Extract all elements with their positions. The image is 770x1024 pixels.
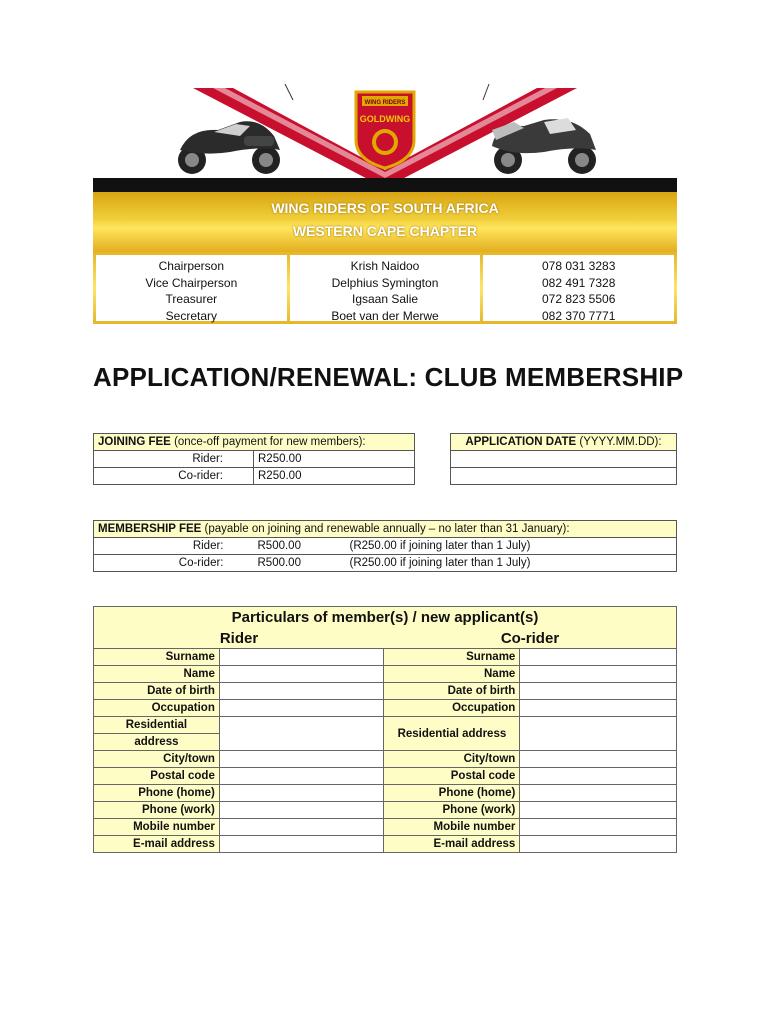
corider-phone-home-label: Phone (home)	[384, 785, 520, 802]
corider-surname-field[interactable]	[520, 649, 677, 666]
corider-name-label: Name	[384, 666, 520, 683]
role-chairperson: Chairperson	[158, 259, 225, 273]
rider-residential-label-2: address	[94, 734, 220, 751]
rider-mobile-label: Mobile number	[94, 819, 220, 836]
rider-name-label: Name	[94, 666, 220, 683]
svg-text:WING RIDERS: WING RIDERS	[364, 100, 406, 106]
corider-email-label: E-mail address	[384, 836, 520, 853]
corider-postal-label: Postal code	[384, 768, 520, 785]
phone-treasurer: 072 823 5506	[541, 292, 616, 306]
club-name-banner	[93, 192, 677, 252]
role-secretary: Secretary	[165, 308, 218, 323]
membership-corider-fee: R500.00	[254, 555, 346, 572]
rider-dob-label: Date of birth	[94, 683, 220, 700]
corider-phone-work-field[interactable]	[520, 802, 677, 819]
corider-residential-field[interactable]	[520, 717, 677, 751]
goldwing-club-logo	[352, 88, 418, 170]
membership-rider-label: Rider:	[94, 538, 254, 555]
corider-mobile-field[interactable]	[520, 819, 677, 836]
joining-rider-label: Rider:	[94, 451, 254, 468]
particulars-heading: Particulars of member(s) / new applicant(s)	[94, 607, 677, 629]
phone-secretary: 082 370 7771	[541, 308, 616, 323]
membership-rider-note: (R250.00 if joining later than 1 July)	[346, 538, 677, 555]
corider-dob-label: Date of birth	[384, 683, 520, 700]
joining-corider-fee: R250.00	[254, 468, 415, 485]
rider-occupation-label: Occupation	[94, 700, 220, 717]
rider-postal-label: Postal code	[94, 768, 220, 785]
rider-phone-home-label: Phone (home)	[94, 785, 220, 802]
rider-phone-work-field[interactable]	[219, 802, 384, 819]
rider-phone-home-field[interactable]	[219, 785, 384, 802]
application-date-table	[450, 433, 677, 485]
rider-city-field[interactable]	[219, 751, 384, 768]
role-vice-chairperson: Vice Chairperson	[145, 275, 238, 290]
joining-fee-header: JOINING FEE (once-off payment for new members):	[94, 434, 415, 451]
rider-email-field[interactable]	[219, 836, 384, 853]
corider-dob-field[interactable]	[520, 683, 677, 700]
rider-phone-work-label: Phone (work)	[94, 802, 220, 819]
rider-name-field[interactable]	[219, 666, 384, 683]
phone-vice-chairperson: 082 491 7328	[541, 275, 616, 290]
rider-residential-field[interactable]	[219, 717, 384, 751]
corider-phone-home-field[interactable]	[520, 785, 677, 802]
officer-roles	[96, 255, 287, 321]
motorcycle-left-image	[170, 100, 290, 180]
role-treasurer: Treasurer	[165, 292, 218, 306]
particulars-table	[93, 606, 677, 853]
name-secretary: Boet van der Merwe	[331, 308, 439, 323]
joining-rider-fee: R250.00	[254, 451, 415, 468]
corider-name-field[interactable]	[520, 666, 677, 683]
corider-phone-work-label: Phone (work)	[384, 802, 520, 819]
corider-surname-label: Surname	[384, 649, 520, 666]
joining-corider-label: Co-rider:	[94, 468, 254, 485]
rider-surname-field[interactable]	[219, 649, 384, 666]
membership-corider-label: Co-rider:	[94, 555, 254, 572]
corider-occupation-label: Occupation	[384, 700, 520, 717]
rider-residential-label-1: Residential	[94, 717, 220, 734]
corider-city-label: City/town	[384, 751, 520, 768]
chapter-name: WESTERN CAPE CHAPTER	[292, 223, 478, 239]
application-date-field-1[interactable]	[451, 451, 677, 468]
corider-mobile-label: Mobile number	[384, 819, 520, 836]
rider-occupation-field[interactable]	[219, 700, 384, 717]
rider-mobile-field[interactable]	[219, 819, 384, 836]
membership-rider-fee: R500.00	[254, 538, 346, 555]
corider-heading: Co-rider	[384, 629, 677, 649]
corider-city-field[interactable]	[520, 751, 677, 768]
corider-occupation-field[interactable]	[520, 700, 677, 717]
rider-dob-field[interactable]	[219, 683, 384, 700]
rider-surname-label: Surname	[94, 649, 220, 666]
rider-city-label: City/town	[94, 751, 220, 768]
rider-heading: Rider	[94, 629, 384, 649]
corider-postal-field[interactable]	[520, 768, 677, 785]
rider-email-label: E-mail address	[94, 836, 220, 853]
corider-residential-label: Residential address	[384, 717, 520, 751]
application-date-field-2[interactable]	[451, 468, 677, 485]
corider-email-field[interactable]	[520, 836, 677, 853]
application-date-header: APPLICATION DATE (YYYY.MM.DD):	[451, 434, 677, 451]
officer-phones	[483, 255, 674, 321]
membership-fee-table	[93, 520, 677, 572]
name-chairperson: Krish Naidoo	[350, 259, 420, 273]
svg-text:GOLDWING: GOLDWING	[359, 114, 411, 124]
rider-postal-field[interactable]	[219, 768, 384, 785]
phone-chairperson: 078 031 3283	[541, 259, 616, 273]
club-name: WING RIDERS OF SOUTH AFRICA	[271, 200, 499, 216]
officer-names	[290, 255, 481, 321]
name-vice-chairperson: Delphius Symington	[331, 275, 439, 290]
membership-corider-note: (R250.00 if joining later than 1 July)	[346, 555, 677, 572]
joining-fee-table	[93, 433, 415, 485]
motorcycle-right-image	[484, 100, 604, 180]
officers-contact-box	[93, 252, 677, 324]
name-treasurer: Igsaan Salie	[351, 292, 419, 306]
page-title: APPLICATION/RENEWAL: CLUB MEMBERSHIP	[93, 362, 684, 392]
membership-fee-header: MEMBERSHIP FEE (payable on joining and renewable annually – no later than 31 January):	[94, 521, 677, 538]
